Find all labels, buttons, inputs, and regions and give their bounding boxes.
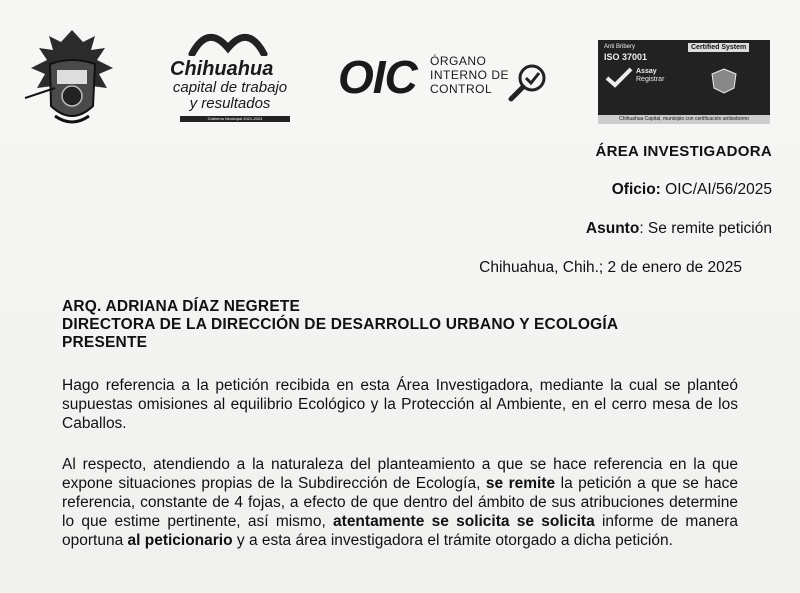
municipal-crest-logo (25, 28, 120, 133)
oic-logo-acronym: OIC (338, 51, 417, 103)
chihuahua-logo-tagline: capital de trabajo y resultados (172, 79, 288, 112)
magnifier-check-icon (506, 60, 550, 104)
crest-small-icon (710, 68, 738, 94)
oficio-line: Oficio: OIC/AI/56/2025 (611, 181, 772, 198)
body-paragraph-2: Al respecto, atendiendo a la naturaleza del planteamiento a que se hace referencia en la que expone situaciones propias de la Subdirección de Ecología, se remite la petición a que se hace referencia, constante de 4 fojas, a efecto de que dentro del ámbito de sus atribuciones determine lo que estime pertinente, así mismo, atentamente se solicita se solicita informe de manera oportuna al peticionario y a esta área investigadora el trámite otorgado a dicha petición. (62, 456, 738, 549)
chihuahua-logo-footer: Gobierno Municipal 2021-2024 (180, 116, 290, 122)
body-paragraph-1: Hago referencia a la petición recibida en esta Área Investigadora, mediante la cual se planteó supuestas omisiones al equilibrio Ecológico y la Protección al Ambiente, en el cerro mesa de los Caballos. (62, 377, 738, 432)
date-line: Chihuahua, Chih.; 2 de enero de 2025 (479, 259, 742, 276)
asunto-line: Asunto: Se remite petición (585, 220, 772, 237)
recipient-title: DIRECTORA DE LA DIRECCIÓN DE DESARROLLO URBANO Y ECOLOGÍA (62, 316, 619, 333)
mountain-wave-icon (188, 28, 268, 56)
chihuahua-logo-title: Chihuahua (170, 58, 274, 80)
iso-certified-label: Certified System (688, 43, 749, 52)
oic-logo-text: ÓRGANO INTERNO DE CONTROL (430, 54, 510, 96)
iso-antibribery-label: Anti Bribery (604, 44, 636, 50)
checkmark-icon (604, 66, 634, 88)
oic-logo (338, 52, 558, 107)
iso-certification-badge (598, 40, 770, 124)
recipient-name: ARQ. ADRIANA DÍAZ NEGRETE (62, 298, 301, 315)
iso-assay-label: Assay Registrar (636, 68, 665, 83)
recipient-presente: PRESENTE (62, 334, 148, 351)
iso-footer-label: Chihuahua Capital, municipio con certificación antisoborno (598, 115, 770, 124)
area-heading: ÁREA INVESTIGADORA (595, 143, 772, 160)
iso-code-label: ISO 37001 (604, 52, 648, 62)
recipient-block (62, 298, 618, 352)
chihuahua-capital-logo (160, 28, 300, 123)
